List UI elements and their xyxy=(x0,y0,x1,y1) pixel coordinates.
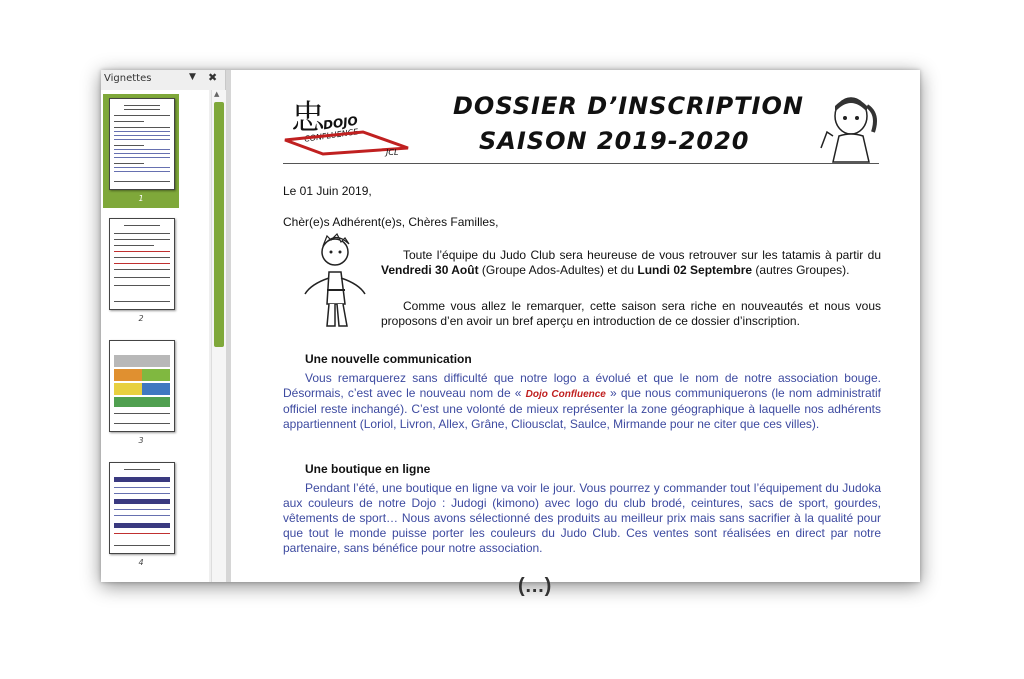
club-logo-confluence: CONFLUENCE xyxy=(303,127,359,144)
thumbnail-image xyxy=(109,462,175,554)
thumbnail-page-number: 2 xyxy=(138,314,144,323)
thumbnail-image xyxy=(109,340,175,432)
thumbnail-image xyxy=(109,98,175,190)
pdf-page xyxy=(231,70,920,582)
thumbnail-page-2[interactable] xyxy=(103,214,179,328)
section-heading-shop: Une boutique en ligne xyxy=(305,462,431,476)
document-view[interactable] xyxy=(226,70,920,582)
thumbnail-image xyxy=(109,218,175,310)
document-title-line2: SAISON 2019-2020 xyxy=(479,127,750,155)
sidebar-scrollbar[interactable] xyxy=(211,90,226,582)
sidebar-header xyxy=(101,70,225,88)
letter-date: Le 01 Juin 2019, xyxy=(283,184,372,198)
thumbnail-page-number: 1 xyxy=(138,194,144,203)
judoka-cartoon-illustration xyxy=(301,232,373,334)
thumbnail-list xyxy=(101,90,209,582)
paragraph-intro: Comme vous allez le remarquer, cette saison sera riche en nouveautés et nous vous proposons d’en avoir un bref aperçu en introduction de ce dossier d’inscription. xyxy=(381,299,881,328)
paragraph-shop: Pendant l’été, une boutique en ligne va voir le jour. Vous pourrez y commander tout l’équipement du Judoka aux couleurs de notre Dojo : Judogi (kimono) avec logo du club brodé, ceintures, sacs de sport, gourdes, vêtements de sport… Nous avons sélectionné des produits au meilleur prix mais sans sacrifier à la qualité pour que tout le monde puisse porter les couleurs du Judo Club. Ces ventes sont réalisées en direct par notre partenaire, sans bénéfice pour notre association. xyxy=(283,481,881,555)
paragraph-welcome: Toute l’équipe du Judo Club sera heureuse de vous retrouver sur les tatamis à partir du Vendredi 30 Août (Groupe Ados-Adultes) et du Lundi 02 Septembre (autres Groupes). xyxy=(381,248,881,277)
thumbnail-page-1[interactable] xyxy=(103,94,179,208)
thumbnail-page-number: 3 xyxy=(138,436,144,445)
header-divider xyxy=(283,163,879,164)
club-logo-character: 忠 xyxy=(291,98,325,138)
thumbnail-page-4[interactable] xyxy=(103,458,179,572)
thumbnail-page-3[interactable] xyxy=(103,336,179,450)
club-logo-dojo: DOJO xyxy=(322,113,359,133)
thumbnails-sidebar xyxy=(101,70,226,582)
close-icon[interactable]: ✖ xyxy=(208,71,218,84)
dropdown-triangle-icon[interactable]: ▼ xyxy=(189,72,196,82)
thumbnail-page-number: 4 xyxy=(138,558,144,567)
paragraph-communication: Vous remarquerez sans difficulté que notre logo a évolué et que le nom de notre association bouge. Désormais, c’est avec le nouveau nom de « Dojo Confluence » que nous communiquerons (le nom administratif officiel reste inchangé). C’est une volonté de mieux représenter la zone géographique à laquelle nos adhérents appartiennent (Loriol, Livron, Allex, Grâne, Cliousclat, Saulce, Mirmande pour ne citer que ces villes). xyxy=(283,371,882,431)
section-heading-communication: Une nouvelle communication xyxy=(305,352,472,366)
sidebar-title: Vignettes xyxy=(104,73,152,84)
dojo-confluence-brand: Dojo Confluence xyxy=(525,389,606,400)
pdf-viewer-window xyxy=(101,70,920,582)
letter-greeting: Chèr(e)s Adhérent(e)s, Chères Familles, xyxy=(283,215,499,229)
scrollbar-thumb[interactable] xyxy=(214,102,224,347)
document-title-line1: DOSSIER D’INSCRIPTION xyxy=(453,92,804,120)
scroll-up-arrow-icon[interactable]: ▲ xyxy=(214,90,220,98)
judoka-mascot-illustration xyxy=(813,92,885,164)
continuation-ellipsis: (…) xyxy=(518,575,552,597)
club-logo-jcl: JCL xyxy=(386,148,399,157)
